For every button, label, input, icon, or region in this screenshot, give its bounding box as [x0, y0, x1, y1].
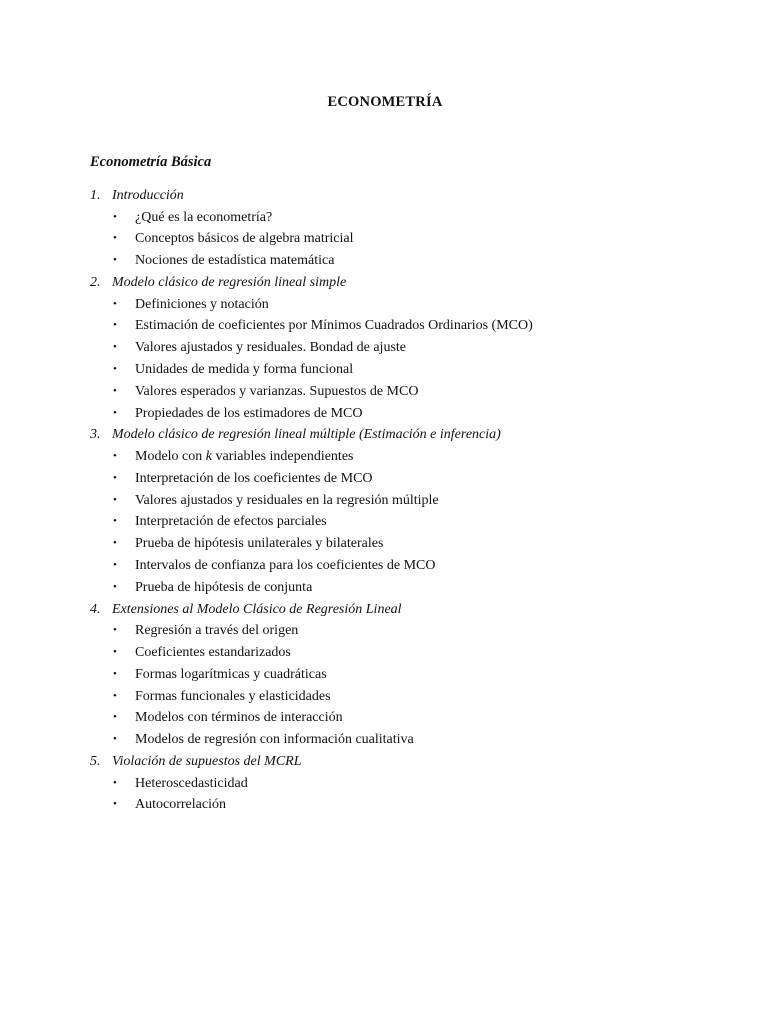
- bullet-icon: •: [113, 384, 117, 397]
- list-item: [0, 707, 768, 729]
- section-heading: [0, 424, 768, 446]
- bullet-icon: •: [113, 537, 117, 550]
- bullet-icon: •: [113, 624, 117, 637]
- document-title: ECONOMETRÍA: [327, 94, 443, 110]
- list-item-text: Modelos de regresión con información cualitativa: [135, 732, 414, 748]
- list-item-text: Formas logarítmicas y cuadráticas: [135, 666, 327, 682]
- list-item: [0, 207, 768, 229]
- bullet-icon: •: [113, 711, 117, 724]
- list-item-text: Valores esperados y varianzas. Supuestos de MCO: [135, 383, 419, 399]
- bullet-icon: •: [113, 645, 117, 658]
- list-item: [0, 533, 768, 555]
- list-item-text: Prueba de hipótesis unilaterales y bilaterales: [135, 536, 384, 552]
- outline-section: [0, 272, 768, 424]
- list-item-text: Valores ajustados y residuales. Bondad de ajuste: [135, 340, 406, 356]
- section-title: Violación de supuestos del MCRL: [112, 753, 302, 769]
- section-number: 1.: [90, 188, 101, 203]
- list-item: [0, 468, 768, 490]
- course-outline: [0, 185, 768, 816]
- list-item-text: Valores ajustados y residuales en la regresión múltiple: [135, 492, 439, 508]
- bullet-icon: •: [113, 341, 117, 354]
- list-item-text: Nociones de estadística matemática: [135, 253, 335, 269]
- list-item-text: Regresión a través del origen: [135, 623, 299, 639]
- outline-section: [0, 751, 768, 816]
- list-item: [0, 337, 768, 359]
- bullet-icon: •: [113, 297, 117, 310]
- bullet-icon: •: [113, 733, 117, 746]
- bullet-icon: •: [113, 798, 117, 811]
- list-item: [0, 403, 768, 425]
- section-number: 2.: [90, 274, 101, 290]
- list-item: [0, 555, 768, 577]
- section-heading: [0, 751, 768, 773]
- list-item-text: Estimación de coeficientes por Mínimos Cuadrados Ordinarios (MCO): [135, 318, 533, 334]
- bullet-icon: •: [113, 232, 117, 245]
- bullet-icon: •: [113, 449, 117, 462]
- list-item-text: Autocorrelación: [135, 797, 226, 813]
- bullet-icon: •: [113, 515, 117, 528]
- list-item: [0, 490, 768, 512]
- list-item: [0, 773, 768, 795]
- list-item-text: Heteroscedasticidad: [135, 775, 248, 791]
- section-number: 3.: [90, 427, 101, 443]
- list-item: [0, 686, 768, 708]
- list-item: [0, 794, 768, 816]
- list-item: [0, 620, 768, 642]
- list-item-text: Interpretación de efectos parciales: [135, 514, 327, 530]
- list-item: [0, 642, 768, 664]
- section-heading: [0, 599, 768, 621]
- outline-section: [0, 424, 768, 598]
- list-item: [0, 228, 768, 250]
- list-item-text: Coeficientes estandarizados: [135, 644, 291, 660]
- outline-section: [0, 185, 768, 272]
- list-item-text: Propiedades de los estimadores de MCO: [135, 405, 363, 421]
- list-item: [0, 511, 768, 533]
- list-item-text: Unidades de medida y forma funcional: [135, 361, 354, 377]
- section-number: 4.: [90, 601, 101, 617]
- list-item-text: Interpretación de los coeficientes de MCO: [135, 470, 373, 486]
- section-title: Modelo clásico de regresión lineal simple: [112, 274, 347, 290]
- section-title: Introducción: [112, 188, 184, 203]
- document-subtitle: Econometría Básica: [90, 154, 212, 170]
- list-item-text: Modelo con k variables independientes: [135, 448, 354, 464]
- bullet-icon: •: [113, 689, 117, 702]
- list-item-text: Modelos con términos de interacción: [135, 710, 343, 726]
- section-heading: [0, 272, 768, 294]
- bullet-icon: •: [113, 776, 117, 789]
- list-item: [0, 294, 768, 316]
- section-title: Modelo clásico de regresión lineal múltiple (Estimación e inferencia): [112, 427, 501, 443]
- list-item-text: Intervalos de confianza para los coeficientes de MCO: [135, 557, 436, 573]
- outline-section: [0, 599, 768, 751]
- list-item-text: Conceptos básicos de algebra matricial: [135, 231, 354, 247]
- list-item-text: ¿Qué es la econometría?: [135, 209, 273, 225]
- list-item: [0, 315, 768, 337]
- list-item: [0, 250, 768, 272]
- bullet-icon: •: [113, 580, 117, 593]
- bullet-icon: •: [113, 667, 117, 680]
- list-item-text: Formas funcionales y elasticidades: [135, 688, 331, 704]
- bullet-icon: •: [113, 471, 117, 484]
- list-item: [0, 446, 768, 468]
- list-item: [0, 577, 768, 599]
- bullet-icon: •: [113, 210, 117, 223]
- list-item: [0, 359, 768, 381]
- bullet-icon: •: [113, 254, 117, 267]
- bullet-icon: •: [113, 362, 117, 375]
- section-title: Extensiones al Modelo Clásico de Regresión Lineal: [112, 601, 402, 617]
- bullet-icon: •: [113, 406, 117, 419]
- list-item: [0, 381, 768, 403]
- section-heading: [0, 185, 768, 207]
- section-number: 5.: [90, 753, 101, 769]
- list-item: [0, 664, 768, 686]
- bullet-icon: •: [113, 493, 117, 506]
- list-item-text: Definiciones y notación: [135, 296, 269, 312]
- list-item-text: Prueba de hipótesis de conjunta: [135, 579, 313, 595]
- bullet-icon: •: [113, 319, 117, 332]
- list-item: [0, 729, 768, 751]
- bullet-icon: •: [113, 558, 117, 571]
